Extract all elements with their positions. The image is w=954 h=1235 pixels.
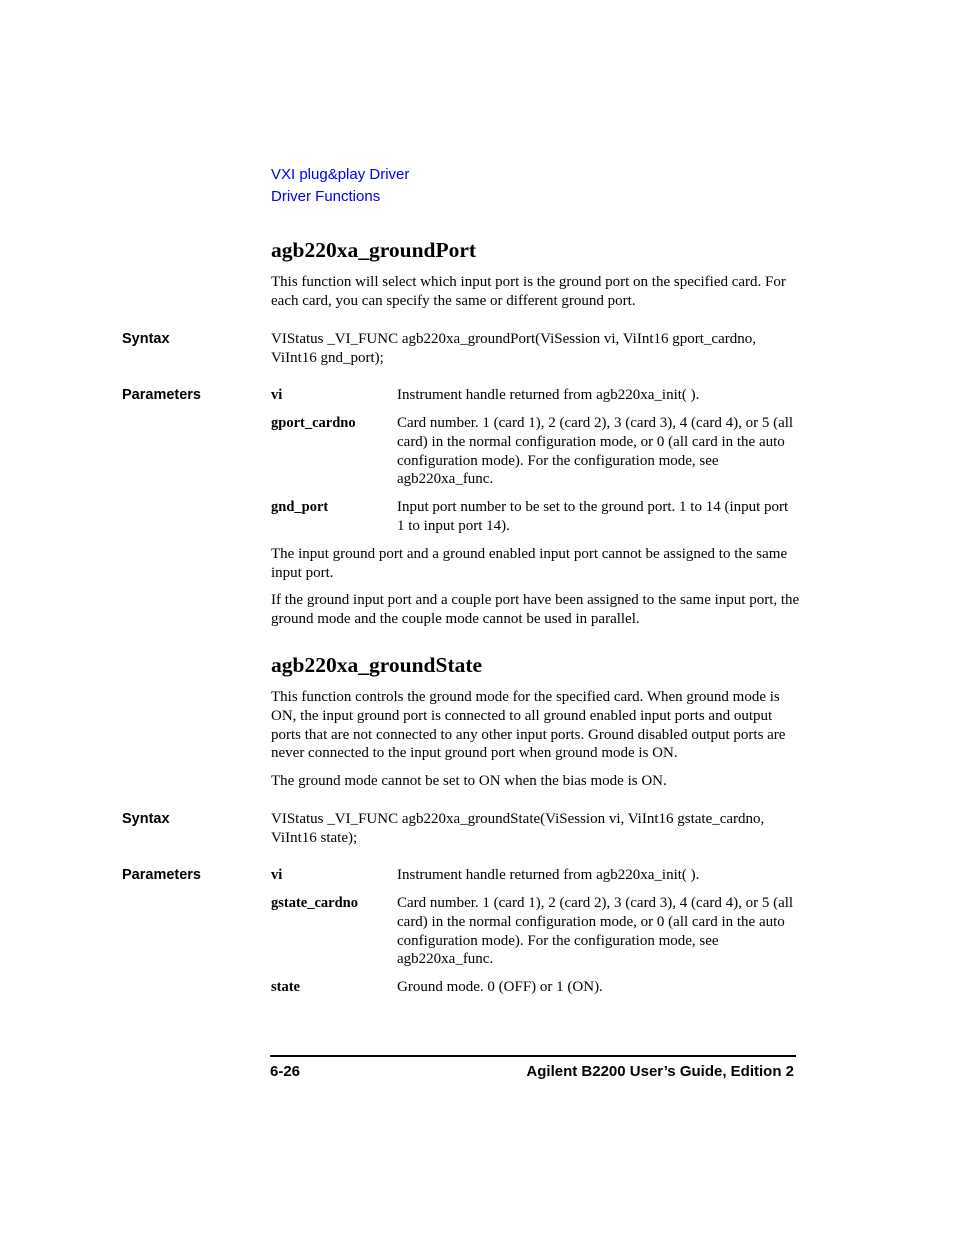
section-description-groundport: This function will select which input port is the ground port on the specified card. For each card, you can specify the same or different ground port. <box>271 274 786 309</box>
syntax-line: ViInt16 state); <box>271 829 358 846</box>
section-description-groundstate: This function controls the ground mode for the specified card. When ground mode is ON, the input ground port is connected to all ground enabled input ports and output ports that are not connected to any other input ports. Ground disabled output ports are never connected to the input ground port when ground mode is ON. <box>271 689 786 762</box>
breadcrumb-link-vxi-driver[interactable]: VXI plug&play Driver <box>271 166 410 183</box>
section-title-groundport: agb220xa_groundPort <box>271 238 477 262</box>
note-groundstate: The ground mode cannot be set to ON when the bias mode is ON. <box>271 773 667 789</box>
syntax-label-groundstate: Syntax <box>122 811 170 827</box>
param-name-gnd-port: gnd_port <box>271 499 329 515</box>
param-desc-vi-2: Instrument handle returned from agb220xa_init( ). <box>397 867 700 883</box>
param-name-vi-2: vi <box>271 867 283 883</box>
param-desc-state: Ground mode. 0 (OFF) or 1 (ON). <box>397 979 603 995</box>
section-title-groundstate: agb220xa_groundState <box>271 653 483 677</box>
footer-rule <box>270 1055 796 1057</box>
syntax-groundport <box>271 330 801 368</box>
param-desc-vi: Instrument handle returned from agb220xa_init( ). <box>397 387 700 403</box>
breadcrumb-link-driver-functions[interactable]: Driver Functions <box>271 188 381 205</box>
parameters-label-groundport: Parameters <box>122 387 201 403</box>
footer-title: Agilent B2200 User’s Guide, Edition 2 <box>526 1063 794 1080</box>
page-number: 6-26 <box>270 1063 301 1080</box>
param-name-vi: vi <box>271 387 283 403</box>
param-desc-gnd-port: Input port number to be set to the ground port. 1 to 14 (input port 1 to input port 14). <box>397 499 789 534</box>
syntax-line: VIStatus _VI_FUNC agb220xa_groundPort(ViSession vi, ViInt16 gport_cardno, <box>271 331 756 347</box>
param-desc-gstate-cardno: Card number. 1 (card 1), 2 (card 2), 3 (card 3), 4 (card 4), or 5 (all card) in the normal configuration mode, or 0 (all card in the auto configuration mode). For the configuration mode, see agb220xa_func. <box>397 895 794 968</box>
syntax-label-groundport: Syntax <box>122 331 170 347</box>
param-name-gstate-cardno: gstate_cardno <box>271 895 358 911</box>
parameters-label-groundstate: Parameters <box>122 867 201 883</box>
param-name-state: state <box>271 979 300 995</box>
syntax-groundstate <box>271 810 801 848</box>
param-desc-gport-cardno: Card number. 1 (card 1), 2 (card 2), 3 (card 3), 4 (card 4), or 5 (all card) in the normal configuration mode, or 0 (all card in the auto configuration mode). For the configuration mode, see agb220xa_func. <box>397 415 794 488</box>
param-name-gport-cardno: gport_cardno <box>271 415 356 431</box>
note-groundport-1: The input ground port and a ground enabled input port cannot be assigned to the same input port. <box>271 546 788 581</box>
syntax-line: ViInt16 gnd_port); <box>271 349 384 366</box>
syntax-line: VIStatus _VI_FUNC agb220xa_groundState(ViSession vi, ViInt16 gstate_cardno, <box>271 811 765 827</box>
note-groundport-2: If the ground input port and a couple port have been assigned to the same input port, the ground mode and the couple mode cannot be used in parallel. <box>271 592 800 627</box>
